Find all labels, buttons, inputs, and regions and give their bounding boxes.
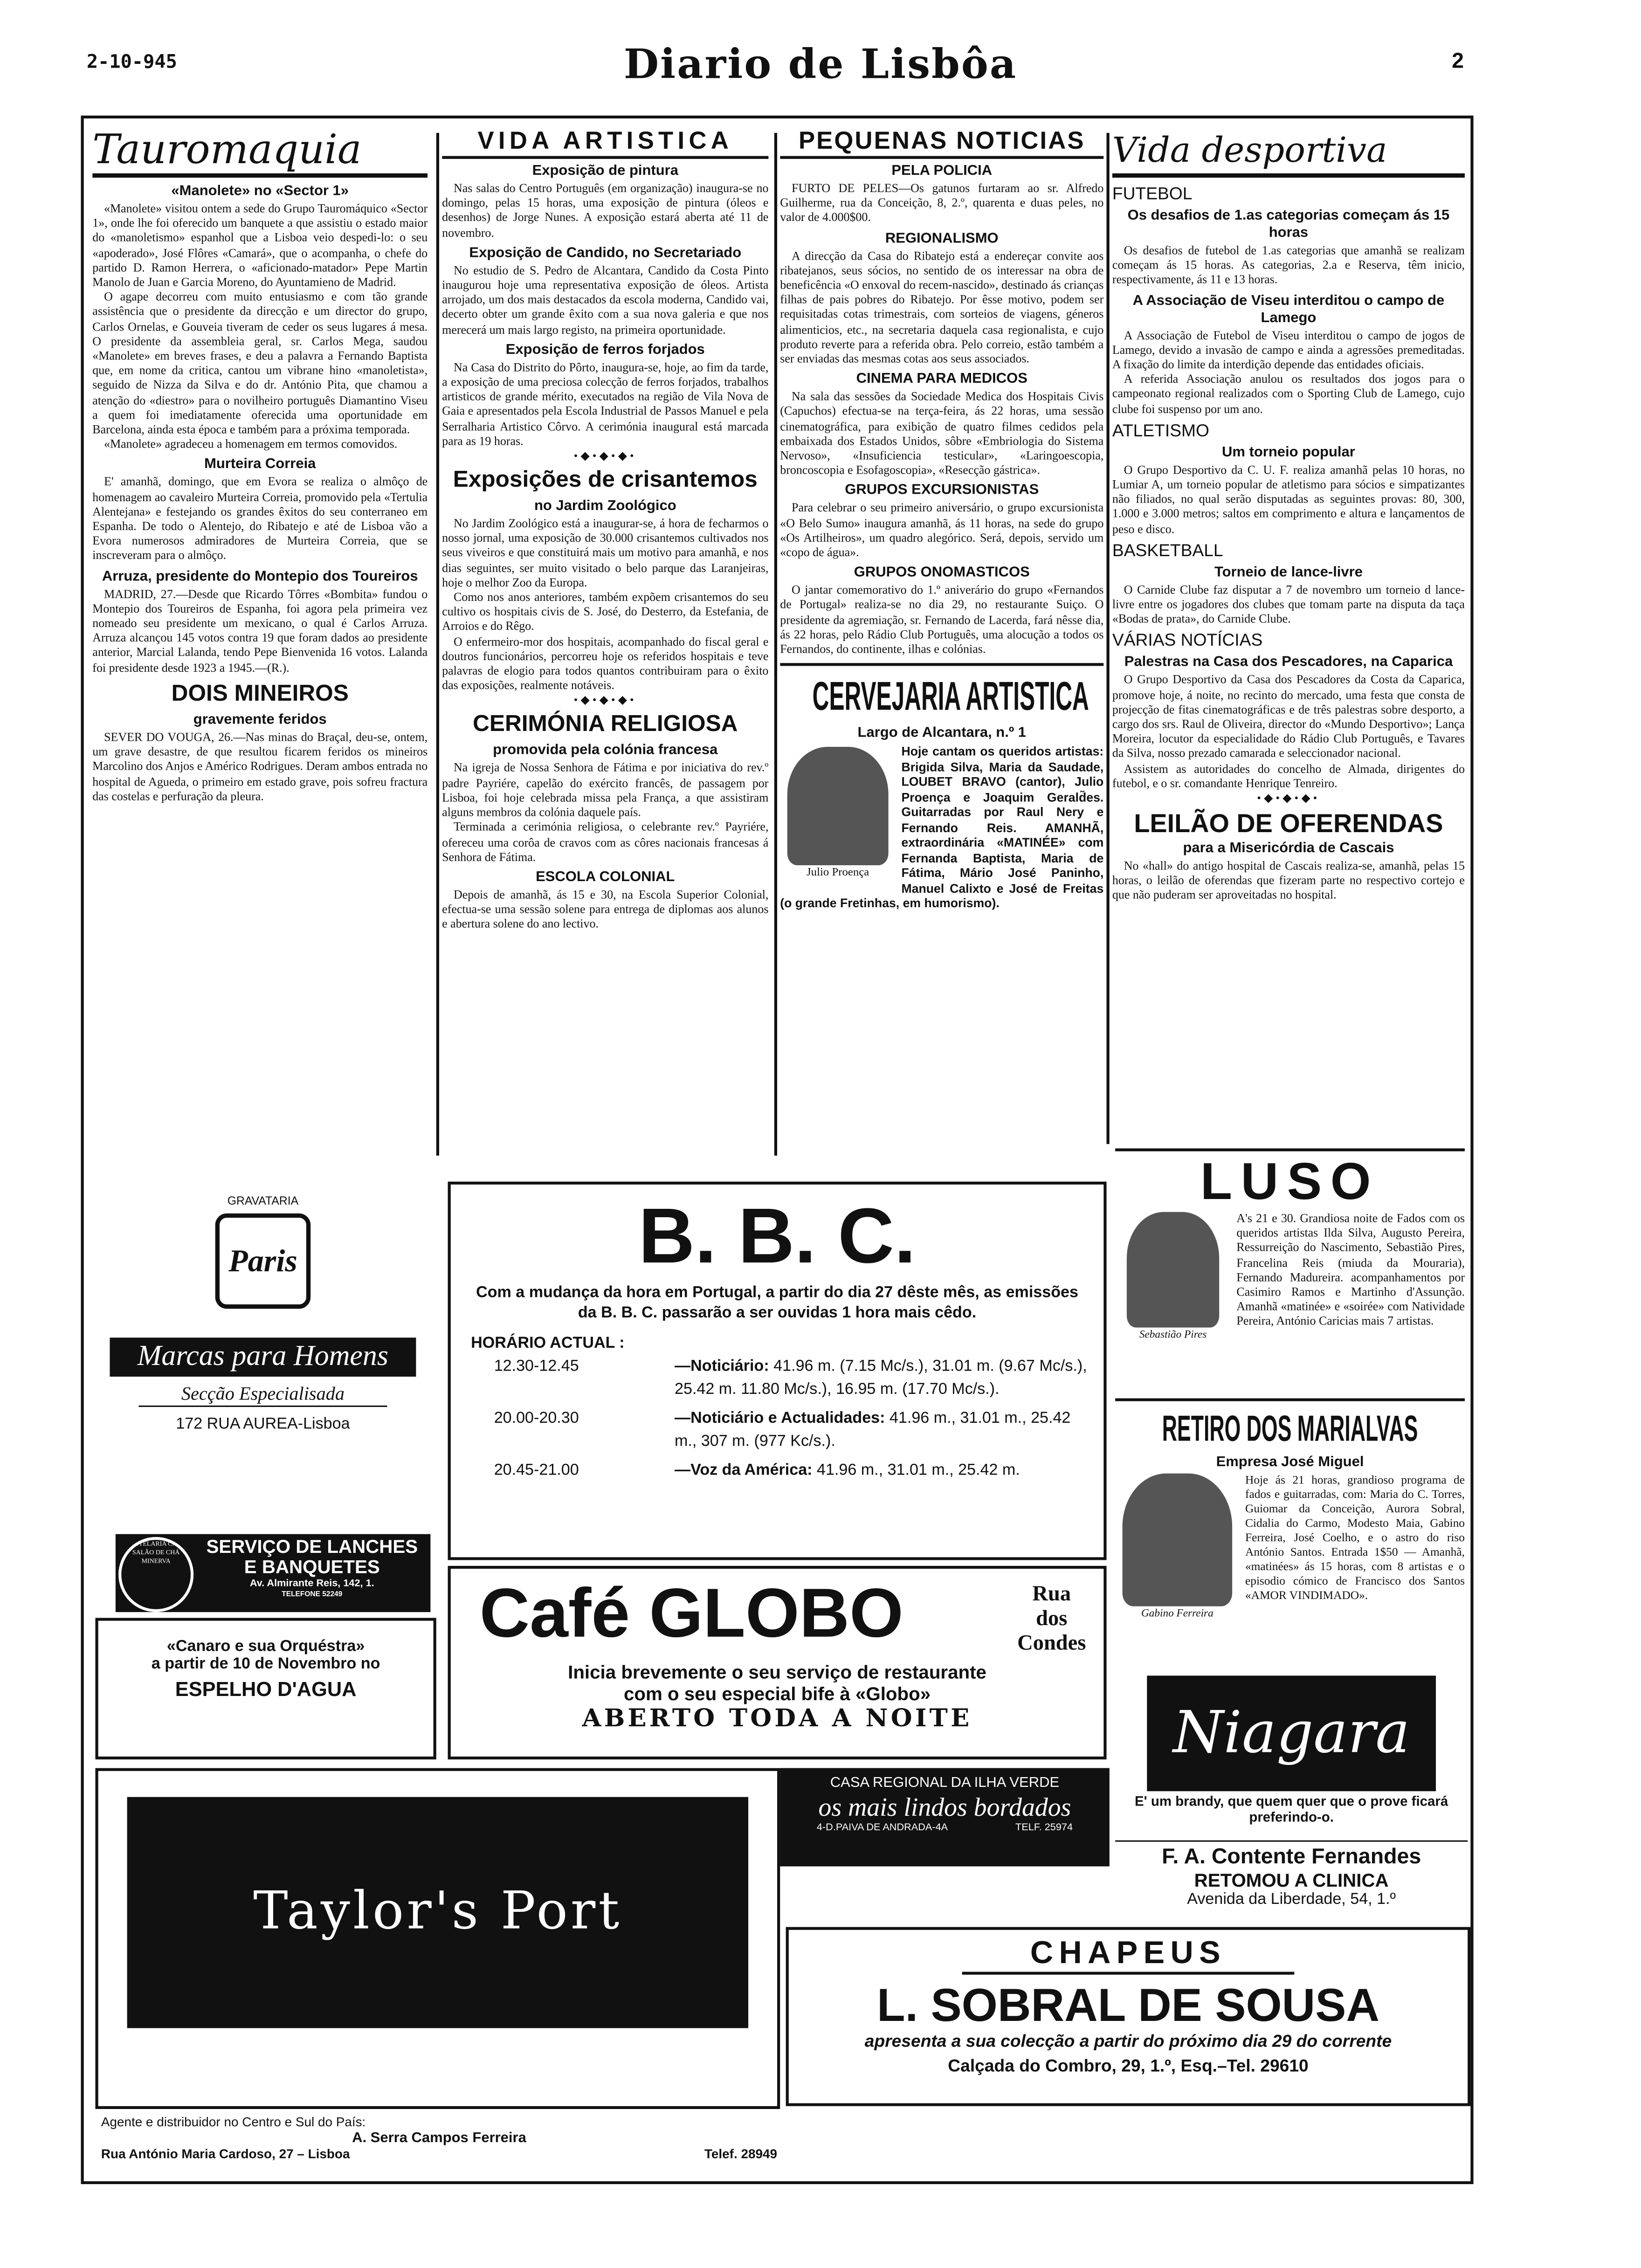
category-label: FUTEBOL [1112,183,1193,204]
schedule-frequencies: 41.96 m., 31.01 m., 25.42 m. [817,1461,1020,1479]
ad-phone: TELEFONE 52249 [282,1590,343,1599]
ad-address: Calçada do Combro, 29, 1.º, Esq.–Tel. 29610 [948,2055,1309,2076]
article-title: A Associação de Viseu interditou o campo de Lamego [1132,292,1445,326]
category-label: VÁRIAS NOTÍCIAS [1112,630,1263,651]
ad-line: E BANQUETES [244,1556,380,1578]
ad-title: Café GLOBO [479,1576,903,1653]
article-subtitle: gravemente feridos [193,712,327,728]
schedule-row [494,1459,1089,1482]
section-title: PEQUENAS NOTICIAS [780,127,1103,159]
section-title: Tauromaquia [92,127,427,178]
ad-line: SERVIÇO DE LANCHES [206,1535,418,1558]
article-text: A direcção da Casa do Ribatejo está a endereçar convite aos ribatejanos, seus sócios, no sentido de os interessar na obra de beneficência «O enxoval do recem-nascido», destinado ás crianças filhas de pais pobres do Ribatejo. Por êsse motivo, podem ser requisitadas cotas trimestrais, com sorteios de viagens, géneros alimenticios, etc., na secretaria daquela casa regionalista, e cujo produto reverte para a referida obra. Pelo correio, estão também a ser enviadas das mesmas cotas aos seus associados. [780,249,1104,366]
article-title: Exposições de crisantemos [453,468,758,493]
schedule-label: —Voz da América: [675,1461,813,1479]
article-title: Murteira Correia [204,457,316,473]
page-number: 2 [1452,49,1464,74]
article-text: Depois de amanhã, ás 15 e 30, na Escola Superior Colonial, efectua-se uma sessão solene para entrega de diplomas aos alunos e abertura solene do ano lectivo. [442,888,769,931]
article-text: No estudio de S. Pedro de Alcantara, Candido da Costa Pinto inaugurou hoje uma representativa exposição de óleos. Artista arrojado, um dos mais destacados da escola moderna, Candido vai, decerto obter um grande êxito com a sua nova galeria e que nos merecerá um mais largo registo, na primeira oportunidade. [442,264,769,336]
article-text: «Manolete» visitou ontem a sede do Grupo Tauromáquico «Sector 1», onde lhe foi oferecido um banquete a que assistiu o estado maior do «manoletismo» espanhol que a Lisboa veio despedi-lo: o seu «apoderado», José Flôres «Camará», que o acompanha, o chefe do partido D. Ramon Herrera, o «aficionado-matador» Pepe Martin Manolo de Juan e Garcia Moreno, do Ayuntamieno de Madrid. [92,202,428,289]
ad-phone: TELF. 25974 [1015,1823,1073,1834]
article-title: GRUPOS ONOMASTICOS [854,565,1030,581]
schedule-label: HORÁRIO ACTUAL : [471,1335,625,1352]
paris-logo: Paris [215,1213,311,1309]
ad-text: Hoje cantam os queridos artistas: Brigida Silva, Maria da Saudade, LOUBET BRAVO (cantor), Julio Proença e Joaquim Gerald̃es. Guitarradas por Raul Nery e Fernando Reis. AMANHÃ, extraordinária «MATINÉE» com Fernanda Baptista, Maria de Fátima, Mário José Paninho, Manuel Calixto e José de Freitas (o grande Fretinhas, em humorismo). [780,744,1104,910]
article-title: Exposição de ferros forjados [505,342,705,358]
ad-street: dos Condes [1017,1607,1086,1655]
article-subtitle: no Jardim Zoológico [534,498,676,515]
article-title: Palestras na Casa dos Pescadores, na Caparica [1124,655,1453,671]
article-text: Terminada a cerimónia religiosa, o celebrante rev.º Payriére, ofereceu uma corôa de cravos com as côres nacionais francesas á Senhora de Fátima. [442,820,769,864]
ad-address: Largo de Alcantara, n.º 1 [857,725,1027,742]
schedule-label: —Noticiário: [675,1358,769,1375]
article-text: O jantar comemorativo do 1.º aniverário do grupo «Fernandos de Portugal» realiza-se no dia 29, no restaurante Suiço. O presidente da agremiação, sr. Fernando de Lacerda, fará nêsse dia, ás 22 horas, pelo Rádio Club Português, uma alocução a todos os Fernandos, do continente, ilhas e colónias. [780,584,1104,656]
ad-text: E' um brandy, que quem quer que o prove ficará preferindo-o. [1135,1794,1448,1826]
ad-address: 172 RUA AUREA-Lisboa [176,1415,350,1433]
ad-company: Empresa José Miguel [1216,1455,1364,1471]
ad-street: Rua [1032,1583,1071,1606]
section-title: VIDA ARTISTICA [442,127,768,159]
agent-address: Rua António Maria Cardoso, 27 – Lisboa [101,2146,350,2161]
article-text: No «hall» do antigo hospital de Cascais realiza-se, amanhã, pelas 15 horas, o leilão de oferendas que fizeram parte no respectivo cortejo e que não puderam ser aproveitadas no hospital. [1112,859,1465,903]
article-subtitle: promovida pela colónia francesa [493,743,718,759]
article-title: Arruza, presidente do Montepio dos Toureiros [102,568,418,585]
ornament-divider: •◆•◆•◆• [573,449,637,462]
article-title: DOIS MINEIROS [171,682,349,706]
article-text: Na Casa do Distrito do Pôrto, inaugura-se, hoje, ao fim da tarde, a exposição de uma preciosa colecção de ferros forjados, trabalhos artisticos de grande mérito, executados na região de Vila Nova de Gaia e apresentados pela Escola Industrial de Passos Manuel e pela Serralharia Artistico Côrvo. A cerimónia inaugural está marcada para as 19 horas. [442,361,769,448]
article-text: O Grupo Desportivo da Casa dos Pescadores da Costa da Caparica, promove hoje, á noite, no recinto do mercado, uma festa que consta de projecção de fitas cinematográficas e de três palestras sobre desporto, a cargo dos srs. Raul de Oliveira, director do «Mundo Desportivo»; Lança Moreira, locutor da especialidade do Rádio Club Português, e Tavares da Silva, nosso prezado camarada e seleccionador nacional. [1112,674,1465,761]
column-pequenas-noticias [780,127,1103,1167]
ad-address: Avenida da Liberdade, 54, 1.º [1187,1891,1396,1909]
cafe-globo-ad [448,1566,1107,1759]
ad-line: Inicia brevemente o seu serviço de restaurante [568,1661,986,1683]
taylors-port-ad [96,1768,780,2109]
article-text: A Associação de Futebol de Viseu interditou o campo de jogos de Lamego, devido a invasão de campo e ainda a agressões premeditadas. A fixação do limite da interdição depende das entidades oficiais. [1112,329,1465,372]
ad-dept: Secção Especialisada [138,1382,387,1407]
ad-slogan: Marcas para Homens [110,1337,416,1377]
portrait-photo [780,747,896,884]
article-title: Os desafios de 1.as categorias começam ás 15 horas [1127,208,1450,241]
ad-address: Av. Almirante Reis, 142, 1. [249,1579,374,1589]
casa-ilha-verde-ad [780,1768,1109,1867]
article-title: CERIMÓNIA RELIGIOSA [473,713,738,738]
photo-caption: Sebastião Pires [1139,1327,1207,1341]
article-title: Exposição de pintura [532,163,678,179]
article-text: E' amanhã, domingo, que em Evora se realiza o almôço de homenagem ao cavaleiro Murteira Correia, promovido pela «Tertulia Alentejana» e festejando os grandes êxitos do seu conterraneo em Espanha. De todo o Alentejo, do Ribatejo e até de Lisboa vão a Evora numerosos admiradores de Murteira Correia, que se inscreveram para o almôço. [92,476,428,563]
ad-title: Taylor's Port [127,1797,748,2028]
article-text: Na sala das sessões da Sociedade Medica dos Hospitais Civis (Capuchos) efectua-se na terça-feira, ás 22 horas, uma sessão cinematográfica, para exibição de quatro filmes cedidos pela embaixada dos Estados Unidos, sôbre «Embriologia do Sistema Nervoso», «Insuficiencia testicular», «Laringoescopia, broncoscopia e Esofagoscopia», «Resecção gástrica». [780,390,1104,477]
column-vida-artistica [442,127,768,1167]
agent-name: A. Serra Campos Ferreira [352,2130,526,2147]
portrait-photo [1115,1212,1231,1341]
agent-phone: Telef. 28949 [704,2146,778,2161]
ad-line: com o seu especial bife à «Globo» [623,1682,931,1705]
article-title: CINEMA PARA MEDICOS [856,372,1027,388]
article-text: Os desafios de futebol de 1.as categorias que amanhã se realizam começam ás 15 horas. As categorias, 2.a e Reserva, têm inicio, respectivamente, ás 11 e 13 horas. [1112,244,1465,287]
article-text: Para celebrar o seu primeiro aniversário, o grupo excursionista «O Belo Sumo» inaugura amanhã, ás 11 horas, na sede do grupo «Os Artilheiros», um quadro alegórico. Será, depois, servido um «copo de água». [780,502,1104,559]
article-text: Nas salas do Centro Português (em organização) inaugura-se no domingo, pelas 15 horas, uma exposição de pintura (óleos e desenhos) de Jorge Nunes. A exposição estará aberta até 11 de novembro. [442,182,769,240]
article-title: ESCOLA COLONIAL [536,869,675,886]
minerva-logo: PASTELARIA CAFÉ SALÃO DE CHÁ MINERVA [118,1537,193,1612]
ad-title: Niagara [1147,1675,1436,1791]
article-text: SEVER DO VOUGA, 26.—Nas minas do Braçal, deu-se, ontem, um grave desastre, de que resultou ficarem feridos os mineiros Marcolino dos Anjos e Américo Rodrigues. Deram ambos entrada no hospital de Agueda, o primeiro em estado grave, pois sofreu fractura das costelas e perfuração da pleura. [92,731,428,803]
bbc-ad [448,1182,1107,1560]
article-text: Como nos anos anteriores, também expõem crisantemos do seu cultivo os hospitais civis de S. José, do Desterro, da Estefania, de Arroios e do Rêgo. [442,591,769,634]
ad-address: 4-D.PAIVA DE ANDRADA-4A [816,1823,948,1834]
ad-line: apresenta a sua colecção a partir do próximo dia 29 do corrente [864,2031,1392,2052]
column-tauromaquia [92,127,427,1167]
luso-ad [1115,1148,1465,1399]
ornament-divider: •◆•◆•◆• [573,694,637,707]
article-title: REGIONALISMO [885,230,999,247]
article-text: Na igreja de Nossa Senhora de Fátima e por iniciativa do rev.º padre Payriére, capelão do exército francês, de passagem por Lisboa, foi hoje celebrada missa pela França, a que assistiram alguns membros da colónia daquele país. [442,762,769,820]
schedule-frequencies: 41.96 m. (7.15 Mc/s.), 31.01 m. (9.67 Mc/s.), 25.42 m. 11.80 Mc/s.), 16.95 m. (17.70 Mc/s.). [675,1358,1087,1399]
chapeus-ad [786,1927,1471,2106]
gravataria-paris-ad [96,1177,431,1518]
article-title: Um torneio popular [1222,444,1355,461]
column-rule [774,133,777,1156]
article-text: MADRID, 27.—Desde que Ricardo Tôrres «Bombita» fundou o Montepio dos Toureiros de Espanha, foi agora pela primeira vez nomeado seu presidente um mexicano, o qual é Carlos Arruza. Arruza alcançou 145 votos contra 19 que foram dados ao presidente anterior, Marcial Lalanda, tendo Pepe Bienvenida 16 votos. Lalanda foi presidente desde 1923 a 1945.—(R.). [92,587,428,675]
retiro-dos-marialvas-ad [1115,1398,1465,1675]
category-label: BASKETBALL [1112,540,1223,560]
canaro-ad [96,1618,436,1759]
agent-label: Agente e distribuidor no Centro e Sul do País: [101,2115,366,2130]
bbc-title: B. B. C. [638,1193,916,1280]
taylor-agent [101,2115,777,2162]
photo-caption: Julio Proença [807,865,869,879]
ad-title: F. A. Contente Fernandes [1162,1844,1421,1869]
bbc-intro: Com a mudança da hora em Portugal, a partir do dia 27 dêste mês, as emissões da B. B. C. passarão a ser ouvidas 1 hora mais cêdo. [476,1284,1079,1322]
column-rule [436,133,439,1156]
issue-date: 2-10-945 [86,52,177,74]
photo-caption: Gabino Ferreira [1141,1606,1214,1620]
ad-top-label: GRAVATARIA [227,1194,299,1208]
article-title: PELA POLICIA [891,163,993,179]
cervejaria-ad [780,663,1103,911]
column-vida-desportiva [1112,127,1465,1147]
ad-line: RETOMOU A CLINICA [1194,1869,1389,1891]
ad-line: CASA REGIONAL DA ILHA VERDE [830,1775,1060,1792]
ad-title: CHAPEUS [962,1934,1295,1975]
article-text: O Carnide Clube faz disputar a 7 de novembro um torneio d lance-livre entre os jogadores dos clubes que tomam parte na disputa da taça «Bodas de prata», do Carnide Clube. [1112,583,1465,626]
category-label: ATLETISMO [1112,420,1209,441]
schedule-row [494,1407,1089,1453]
article-title: Torneio de lance-livre [1214,565,1363,581]
ad-name: L. SOBRAL DE SOUSA [876,1979,1379,2031]
portrait-photo [1115,1474,1239,1620]
ad-title: CERVEJARIA ARTISTICA [812,676,1089,721]
schedule-time: 12.30-12.45 [494,1358,579,1375]
ad-title: RETIRO DOS MARIALVAS [1162,1408,1418,1449]
ad-line: «Canaro e sua Orquéstra» [166,1638,365,1655]
ornament-divider: •◆•◆•◆• [1257,792,1320,805]
article-title: GRUPOS EXCURSIONISTAS [845,483,1039,499]
column-rule [1107,133,1109,1144]
contente-fernandes-ad [1115,1841,1468,1910]
article-text: O agape decorreu com muito entusiasmo e com tão grande assistência que o presidente da direcção e um director do grupo, Carlos Ornelas, e Gouveia tiveram de ceder os seus lugares á mesa. O presidente da assembleia geral, sr. Carlos Mega, saudou «Manolete» em breves frases, e deu a palavra a Fernando Baptista que, em nome da critica, cantou um vibrane hino «manoletista», seguido de Nizza da Silva e do dr. António Pita, que chamou a atenção do «diestro» para o novilheiro português Diamantino Viseu a quem foi imediatamente oferecida uma oportunidade em Barcelona, ainda esta época e também para a próxima temporada. [92,290,428,436]
ad-line: ESPELHO D'AGUA [175,1677,357,1701]
ad-text: A's 21 e 30. Grandiosa noite de Fados com os queridos artistas Ilda Silva, Augusto Pereira, Ressurreição do Nascimento, Sebastião Pires, Francelina Reis (miuda da Mouraria), Fernando Madureira. acompanhamentos por Casimiro Ramos e Martinho d'Assunção. Amanhã «matinée» e «soirée» com Natividade Pereira, António Caricias mais 7 artistas. [1236,1212,1465,1328]
article-subtitle: para a Misericórdia de Cascais [1183,841,1394,857]
schedule-time: 20.00-20.30 [494,1410,579,1427]
article-text: No Jardim Zoológico está a inaugurar-se, á hora de fecharmos o nosso jornal, uma exposição de 30.000 crisantemos cultivados nos seus viveiros e que constituirá mais um motivo para amanhã, e nos dias seguintes, ser muito visitado o belo parque das Laranjeiras, hoje o melhor Zoo da Europa. [442,517,769,589]
schedule-row [494,1355,1089,1401]
section-title: Vida desportiva [1112,127,1465,178]
ad-line: ABERTO TODA A NOITE [582,1704,972,1734]
article-text: Assistem as autoridades do concelho de Almada, dirigentes do futebol, e o sr. comandante Henrique Tenreiro. [1112,762,1465,790]
article-text: O Grupo Desportivo da C. U. F. realiza amanhã pelas 10 horas, no Lumiar A, um torneio popular de atletismo para sócios e simpatizantes não filiados, no qual serão disputadas as seguintes provas: 80, 300, 1.000 e 3.000 metros; saltos em comprimento e altura e lançamentos de peso e disco. [1112,463,1465,536]
schedule-label: —Noticiário e Actualidades: [675,1410,885,1427]
article-text: A referida Associação anulou os resultados dos jogos para o campeonato regional realizados com o Sporting Club de Lamego, cujo clube foi suspenso por um ano. [1112,373,1465,416]
article-title: Exposição de Candido, no Secretariado [469,245,742,262]
niagara-ad [1121,1675,1462,1834]
schedule-frequencies: 41.96 m., 31.01 m., 25.42 m., 307 m. (977 Kc/s.). [675,1410,1071,1450]
article-title: «Manolete» no «Sector 1» [171,183,349,200]
article-text: FURTO DE PELES—Os gatunos furtaram ao sr. Alfredo Guilherme, rua da Conceição, 8, 2.º, quarenta e duas peles, no valor de 4.000$00. [780,182,1104,225]
ad-text: Hoje ás 21 horas, grandioso programa de fados e guitarradas, com: Maria do C. Torres, Guiomar da Conceição, Aurora Sobral, Cidalia do Carmo, Modesto Maia, Gabino Ferreira, José Coelho, e o astro do riso António Santos. Entrada 1$50 — Amanhã, «matinées» ás 15 horas, com 8 artistas e o episodio cómico de Francisco dos Santos «AMOR VINDIMADO». [1245,1473,1465,1602]
article-title: LEILÃO DE OFERENDAS [1134,809,1443,838]
ad-line: a partir de 10 de Novembro no [151,1655,380,1673]
ad-title: LUSO [1200,1151,1380,1211]
ad-slogan: os mais lindos bordados [818,1792,1071,1822]
article-text: O enfermeiro-mor dos hospitais, acompanhado do fiscal geral e doutros funcionários, percorreu hoje os referidos hospitais e teve palavras de elogio para todos quantos contribuiram para o êxito das exposições, realmente notáveis. [442,635,769,693]
schedule-time: 20.45-21.00 [494,1461,579,1479]
article-text: «Manolete» agradeceu a homenagem em termos comovidos. [104,438,398,451]
masthead-title: Diario de Lisbôa [623,40,1018,89]
minerva-ad [116,1534,430,1612]
